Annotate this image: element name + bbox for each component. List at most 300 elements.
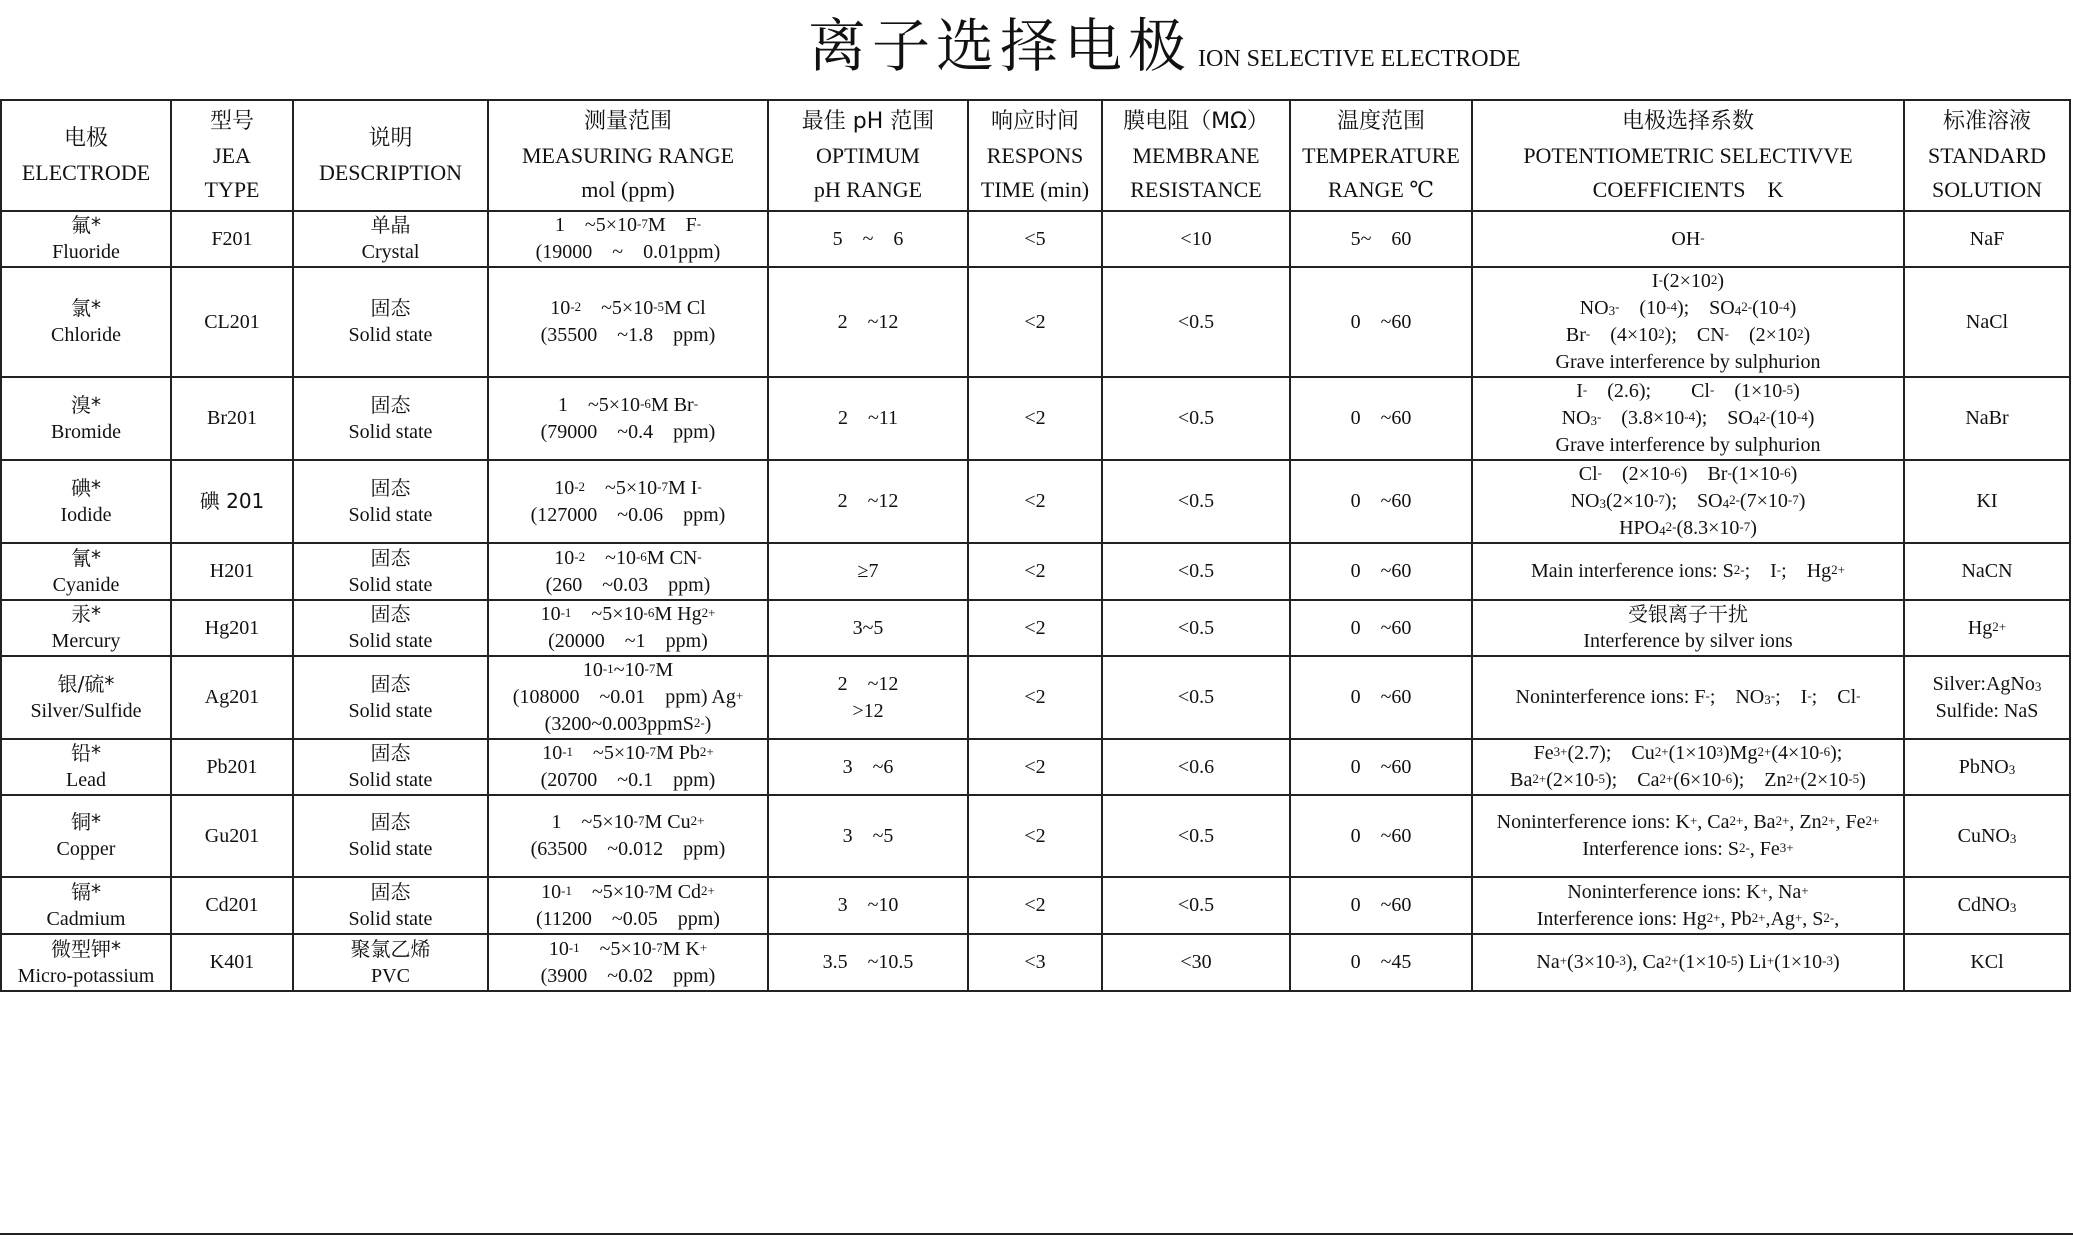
cell-line: <0.5 <box>1177 686 1215 708</box>
ph-range-cell <box>768 934 968 991</box>
cell-line: <2 <box>1024 894 1046 916</box>
description-cell <box>293 460 488 543</box>
cell-line: $Fe^{3+}(2.7)$; $Cu^{2+}(1\times 10^3)Mg^{2+}(4\times 10^{-6})$; <box>1533 742 1843 764</box>
cell-line: <0.5 <box>1177 310 1215 333</box>
cell-line: Fluoride <box>52 241 120 263</box>
ph-range-cell <box>768 543 968 600</box>
table-row <box>1 795 2070 877</box>
table-row <box>1 739 2070 795</box>
ph-range-cell <box>768 211 968 267</box>
cell-line: Noninterference ions: K+, Na+ <box>1567 880 1809 903</box>
cell-line: Interference ions: $S^{2-}$, $Fe^{3+}$ <box>1582 838 1794 860</box>
cell-line: <2 <box>1024 490 1046 512</box>
cell-line: 5~ 60 <box>1350 227 1412 250</box>
header-line: 最佳 pH 范围 <box>801 108 935 134</box>
header-electrode <box>1 100 171 211</box>
temperature-cell <box>1290 934 1472 991</box>
resistance-cell <box>1102 543 1290 600</box>
standard-solution-cell <box>1904 877 2070 934</box>
header-line: TEMPERATURE <box>1302 142 1460 168</box>
type-cell <box>171 460 293 543</box>
cell-line: H201 <box>209 560 255 582</box>
electrode-cell <box>1 211 171 267</box>
cell-line: Main interference ions: $S^{2-}$; I-; $Hg^{2+}$ <box>1531 560 1845 582</box>
header-line: 标准溶液 <box>1942 108 2031 134</box>
table-body <box>1 211 2070 991</box>
type-cell <box>171 739 293 795</box>
header-line: POTENTIOMETRIC SELECTIVVE <box>1523 142 1853 168</box>
coefficients-cell <box>1472 877 1904 934</box>
cell-line: <2 <box>1024 686 1046 708</box>
cell-line: 0 ~60 <box>1350 616 1412 639</box>
temperature-cell <box>1290 460 1472 543</box>
cell-line: KCl <box>1970 951 2004 973</box>
cell-line: 固态 <box>370 810 411 834</box>
cell-line: OH- <box>1671 227 1705 250</box>
description-cell <box>293 600 488 656</box>
cell-line: <0.5 <box>1177 490 1215 512</box>
description-cell <box>293 211 488 267</box>
title-chinese: 离子选择电极 <box>808 12 1193 80</box>
electrode-cell <box>1 460 171 543</box>
ph-range-cell <box>768 739 968 795</box>
electrode-cell <box>1 739 171 795</box>
cell-line: Cd201 <box>205 894 259 916</box>
cell-line: (63500 ~0.012 ppm) <box>530 838 726 860</box>
response-time-cell <box>968 739 1102 795</box>
cell-line: <2 <box>1024 824 1046 847</box>
ph-range-cell <box>768 656 968 739</box>
cell-line: 0 ~60 <box>1350 755 1412 778</box>
temperature-cell <box>1290 543 1472 600</box>
measuring-range-cell <box>488 656 768 739</box>
cell-line: CL201 <box>204 310 260 333</box>
cell-line: <0.5 <box>1177 560 1215 582</box>
description-cell <box>293 934 488 991</box>
table-row <box>1 934 2070 991</box>
standard-solution-cell <box>1904 934 2070 991</box>
header-line: STANDARD <box>1927 142 2047 168</box>
coefficients-cell <box>1472 377 1904 460</box>
cell-line: 0 ~60 <box>1350 686 1412 708</box>
cell-line: <0.5 <box>1177 894 1215 916</box>
cell-line: $10^{-1}$ $\sim 5\times 10^{-7}M$ $Cd^{2+}$ <box>541 880 715 903</box>
cell-line: Solid state <box>348 420 433 443</box>
response-time-cell <box>968 877 1102 934</box>
cell-line: $Hg^{2+}$ <box>1967 616 2007 639</box>
cell-line: <3 <box>1024 951 1046 973</box>
cell-line: 聚氯乙烯 <box>350 936 431 961</box>
header-selectivity-coefficients <box>1472 100 1904 211</box>
electrode-cell <box>1 377 171 460</box>
header-line: 膜电阻（MΩ） <box>1123 108 1269 134</box>
coefficients-cell <box>1472 543 1904 600</box>
cell-line: 固态 <box>370 392 411 417</box>
temperature-cell <box>1290 267 1472 377</box>
header-line: OPTIMUM <box>816 142 920 168</box>
measuring-range-cell <box>488 600 768 656</box>
cell-line: (20700 ~0.1 ppm) <box>540 769 716 791</box>
cell-line: Copper <box>56 838 116 860</box>
measuring-range-cell <box>488 267 768 377</box>
coefficients-cell <box>1472 795 1904 877</box>
title-english: ION SELECTIVE ELECTRODE <box>1198 46 1521 72</box>
description-cell <box>293 877 488 934</box>
cell-line: $10^{-1}\sim 10^{-7}M$ <box>582 659 674 681</box>
cell-line: $10^{-1}$ $\sim 5\times 10^{-7}M$ $Pb^{2+}$ <box>542 742 714 764</box>
header-temperature-range <box>1290 100 1472 211</box>
cell-line: 2 ~12 <box>837 490 899 512</box>
cell-line: 氯* <box>71 296 101 320</box>
cell-line: Br201 <box>207 407 257 429</box>
ph-range-cell <box>768 267 968 377</box>
coefficients-cell <box>1472 460 1904 543</box>
resistance-cell <box>1102 934 1290 991</box>
cell-line: Iodide <box>60 503 112 526</box>
cell-line: NaCN <box>1961 560 2013 582</box>
measuring-range-cell <box>488 211 768 267</box>
cell-line: NaF <box>1969 227 2005 250</box>
standard-solution-cell <box>1904 795 2070 877</box>
ph-range-cell <box>768 600 968 656</box>
cell-line: 溴* <box>71 392 101 417</box>
resistance-cell <box>1102 795 1290 877</box>
table-row <box>1 877 2070 934</box>
coefficients-cell <box>1472 934 1904 991</box>
temperature-cell <box>1290 739 1472 795</box>
coefficients-cell <box>1472 211 1904 267</box>
header-line: 温度范围 <box>1336 108 1425 134</box>
resistance-cell <box>1102 211 1290 267</box>
cell-line: NaCl <box>1965 310 2009 333</box>
cell-line: $10^{-2}$ $\sim 5\times 10^{-7}M$ I- <box>554 476 702 499</box>
cell-line: (3200~0.003ppmS$^{2-}$) <box>544 713 712 735</box>
electrode-cell <box>1 877 171 934</box>
bottom-rule <box>0 1233 2073 1235</box>
type-cell <box>171 211 293 267</box>
header-line: RANGE ℃ <box>1328 176 1434 202</box>
cell-line: (35500 ~1.8 ppm) <box>540 324 716 346</box>
response-time-cell <box>968 656 1102 739</box>
ph-range-cell <box>768 377 968 460</box>
cell-line: 碘* <box>71 475 101 500</box>
cell-line: $10^{-2}$ $\sim 5\times 10^{-5}M$ Cl <box>550 297 706 319</box>
cell-line: 2 ~12 <box>837 310 899 333</box>
header-line: TIME (min) <box>980 176 1090 202</box>
cell-line: (260 ~0.03 ppm) <box>545 573 711 596</box>
ph-range-cell <box>768 460 968 543</box>
cell-line: I- (2.6); Cl- $(1\times 10^{-5})$ <box>1576 380 1800 402</box>
response-time-cell <box>968 267 1102 377</box>
type-cell <box>171 934 293 991</box>
cell-line: 固态 <box>370 879 411 904</box>
coefficients-cell <box>1472 739 1904 795</box>
cell-line: Solid state <box>348 769 433 791</box>
cell-line: KI <box>1976 490 1998 512</box>
cell-line: $NO_3^-$ $(10^{-4})$; $SO_4^{2-}(10^{-4})$ <box>1579 297 1797 319</box>
standard-solution-cell <box>1904 656 2070 739</box>
resistance-cell <box>1102 656 1290 739</box>
measuring-range-cell <box>488 934 768 991</box>
cell-line: Noninterference ions: K+, $Ca^{2+}$, $Ba^{2+}$, $Zn^{2+}$, $Fe^{2+}$ <box>1496 811 1880 833</box>
cell-line: 1 $\sim 5\times 10^{-7}M$ $Cu^{2+}$ <box>551 811 705 833</box>
type-cell <box>171 795 293 877</box>
electrode-cell <box>1 795 171 877</box>
cell-line: 0 ~60 <box>1350 310 1412 333</box>
type-cell <box>171 543 293 600</box>
cell-line: 碘 201 <box>199 489 265 513</box>
cell-line: 0 ~60 <box>1350 894 1412 916</box>
temperature-cell <box>1290 377 1472 460</box>
cell-line: Solid state <box>348 699 433 722</box>
cell-line: (127000 ~0.06 ppm) <box>530 503 726 526</box>
cell-line: Lead <box>66 769 106 791</box>
header-line: JEA <box>213 142 251 168</box>
cell-line: K401 <box>209 951 255 973</box>
cell-line: 固态 <box>370 545 411 570</box>
standard-solution-cell <box>1904 739 2070 795</box>
cell-line: $NO_3^-$ $(3.8\times 10^{-4})$; $SO_4^{2-}(10^{-4})$ <box>1561 407 1815 429</box>
header-line: 响应时间 <box>990 108 1079 134</box>
cell-line: <0.5 <box>1177 407 1215 429</box>
header-standard-solution <box>1904 100 2070 211</box>
cell-line: 铅* <box>71 741 101 765</box>
cell-line: (11200 ~0.05 ppm) <box>536 907 720 930</box>
header-line: 电极选择系数 <box>1621 108 1754 134</box>
electrode-cell <box>1 543 171 600</box>
resistance-cell <box>1102 377 1290 460</box>
cell-line: Noninterference ions: F-; $NO_3^-$; I-; Cl- <box>1515 686 1861 708</box>
cell-line: 0 ~45 <box>1350 951 1412 973</box>
header-line: 电极 <box>63 125 108 151</box>
header-line: TYPE <box>204 176 260 202</box>
temperature-cell <box>1290 795 1472 877</box>
cell-line: 固态 <box>370 296 411 320</box>
cell-line: 单晶 <box>370 213 411 237</box>
cell-line: 氟* <box>71 213 101 237</box>
electrode-cell <box>1 934 171 991</box>
temperature-cell <box>1290 656 1472 739</box>
cell-line: 0 ~60 <box>1350 490 1412 512</box>
header-line: SOLUTION <box>1932 176 2042 202</box>
temperature-cell <box>1290 600 1472 656</box>
header-line: 测量范围 <box>583 108 672 134</box>
cell-line: Interference ions: $Hg^{2+}$, $Pb^{2+},Ag^+$, $S^{2-}$, <box>1536 907 1840 930</box>
cell-line: Solid state <box>348 573 433 596</box>
table-row <box>1 377 2070 460</box>
cell-line: <0.5 <box>1177 824 1215 847</box>
header-line: MEASURING RANGE <box>521 142 735 168</box>
response-time-cell <box>968 795 1102 877</box>
cell-line: ≥7 <box>857 560 879 582</box>
cell-line: Gu201 <box>204 824 260 847</box>
cell-line: 2 ~12 <box>837 672 899 695</box>
temperature-cell <box>1290 877 1472 934</box>
header-measuring-range <box>488 100 768 211</box>
coefficients-cell <box>1472 267 1904 377</box>
cell-line: 固态 <box>370 741 411 765</box>
cell-line: $Na^+(3\times 10^{-3})$, $Ca^{2+}(1\times 10^{-5})$ $Li^+(1\times 10^{-3})$ <box>1536 951 1840 973</box>
resistance-cell <box>1102 460 1290 543</box>
cell-line: 固态 <box>370 475 411 500</box>
standard-solution-cell <box>1904 460 2070 543</box>
cell-line: 汞* <box>71 602 101 626</box>
electrode-cell <box>1 600 171 656</box>
cell-line: 1 $\sim 5\times 10^{-6}M$ Br- <box>557 393 699 416</box>
resistance-cell <box>1102 600 1290 656</box>
header-row <box>1 100 2070 211</box>
coefficients-cell <box>1472 600 1904 656</box>
cell-line: 0 ~60 <box>1350 824 1412 847</box>
measuring-range-cell <box>488 460 768 543</box>
header-line: RESPONS <box>986 142 1084 168</box>
standard-solution-cell <box>1904 267 2070 377</box>
cell-line: Crystal <box>361 241 420 263</box>
cell-line: 3~5 <box>852 616 884 639</box>
cell-line: 3 ~5 <box>842 824 894 847</box>
cell-line: CdNO$_3$ <box>1957 894 2017 916</box>
header-line: pH RANGE <box>813 176 923 202</box>
cell-line: Mercury <box>51 630 121 652</box>
cell-line: Ag201 <box>204 686 260 708</box>
type-cell <box>171 377 293 460</box>
cell-line: $10^{-1}$ $\sim 5\times 10^{-7}M$ K+ <box>548 937 708 960</box>
cell-line: <0.6 <box>1177 755 1215 778</box>
cell-line: 微型钾* <box>51 936 121 961</box>
header-membrane-resistance <box>1102 100 1290 211</box>
cell-line: Grave interference by sulphurion <box>1555 351 1821 373</box>
description-cell <box>293 739 488 795</box>
description-cell <box>293 377 488 460</box>
cell-line: <2 <box>1024 616 1046 639</box>
cell-line: Chloride <box>51 324 121 346</box>
cell-line: 受银离子干扰 <box>1628 602 1748 626</box>
cell-line: Grave interference by sulphurion <box>1555 434 1821 456</box>
response-time-cell <box>968 934 1102 991</box>
cell-line: 0 ~60 <box>1350 560 1412 582</box>
type-cell <box>171 656 293 739</box>
cell-line: Micro-potassium <box>17 964 155 987</box>
description-cell <box>293 795 488 877</box>
cell-line: 3.5 ~10.5 <box>822 951 914 973</box>
description-cell <box>293 543 488 600</box>
cell-line: Solid state <box>348 907 433 930</box>
type-cell <box>171 877 293 934</box>
cell-line: Hg201 <box>204 616 260 639</box>
cell-line: Silver:AgNo$_3$ <box>1932 672 2042 695</box>
cell-line: 5 ~ 6 <box>832 227 904 250</box>
electrode-cell <box>1 267 171 377</box>
type-cell <box>171 267 293 377</box>
header-line: mol (ppm) <box>581 176 675 202</box>
cell-line: Solid state <box>348 324 433 346</box>
header-line: 型号 <box>209 108 254 134</box>
cell-line: Sulfide: NaS <box>1935 699 2039 722</box>
cell-line: Cyanide <box>52 573 120 596</box>
cell-line: (108000 ~0.01 ppm) Ag+ <box>512 686 744 708</box>
description-cell <box>293 267 488 377</box>
cell-line: <2 <box>1024 560 1046 582</box>
cell-line: (19000 ~ 0.01ppm) <box>535 241 721 263</box>
cell-line: Cadmium <box>46 907 126 930</box>
response-time-cell <box>968 377 1102 460</box>
cell-line: <30 <box>1180 951 1212 973</box>
cell-line: 2 ~11 <box>837 407 899 429</box>
cell-line: Silver/Sulfide <box>30 699 142 722</box>
cell-line: $HPO_4^{2-}(8.3\times 10^{-7})$ <box>1619 517 1757 539</box>
response-time-cell <box>968 460 1102 543</box>
cell-line: 银/硫* <box>57 671 115 696</box>
cell-line: $I^-(2\times 10^2)$ <box>1651 270 1725 292</box>
cell-line: CuNO$_3$ <box>1957 824 2017 847</box>
header-line: ELECTRODE <box>21 159 151 185</box>
table-row <box>1 267 2070 377</box>
ph-range-cell <box>768 877 968 934</box>
description-cell <box>293 656 488 739</box>
header-line: MEMBRANE <box>1132 142 1260 168</box>
cell-line: Cl- $(2\times 10^{-6})$ $Br^-(1\times 10^{-6})$ <box>1578 463 1798 485</box>
table-row <box>1 543 2070 600</box>
ph-range-cell <box>768 795 968 877</box>
cell-line: 1 $\sim 5\times 10^{-7}M$ F- <box>554 214 702 236</box>
resistance-cell <box>1102 267 1290 377</box>
cell-line: <2 <box>1024 407 1046 429</box>
cell-line: Solid state <box>348 838 433 860</box>
cell-line: Pb201 <box>206 755 258 778</box>
cell-line: <5 <box>1024 227 1046 250</box>
type-cell <box>171 600 293 656</box>
header-response-time <box>968 100 1102 211</box>
header-line: COEFFICIENTS K <box>1592 176 1784 202</box>
cell-line: 0 ~60 <box>1350 407 1412 429</box>
cell-line: 氰* <box>71 545 101 570</box>
response-time-cell <box>968 600 1102 656</box>
cell-line: $10^{-1}$ $\sim 5\times 10^{-6}M$ $Hg^{2+}$ <box>540 603 716 625</box>
cell-line: 镉* <box>71 879 101 904</box>
cell-line: 固态 <box>370 671 411 696</box>
table-row <box>1 211 2070 267</box>
standard-solution-cell <box>1904 543 2070 600</box>
cell-line: $10^{-2}$ $\sim 10^{-6}M$ CN- <box>554 546 702 569</box>
cell-line: NaBr <box>1965 407 2009 429</box>
cell-line: Solid state <box>348 503 433 526</box>
table-row <box>1 656 2070 739</box>
cell-line: 铜* <box>71 810 101 834</box>
cell-line: <2 <box>1024 310 1046 333</box>
table-row <box>1 460 2070 543</box>
header-description <box>293 100 488 211</box>
response-time-cell <box>968 211 1102 267</box>
cell-line: >12 <box>852 699 884 722</box>
cell-line: PVC <box>371 964 410 987</box>
standard-solution-cell <box>1904 377 2070 460</box>
cell-line: (3900 ~0.02 ppm) <box>540 964 716 987</box>
cell-line: Bromide <box>51 420 121 443</box>
cell-line: PbNO$_3$ <box>1958 755 2016 778</box>
measuring-range-cell <box>488 543 768 600</box>
temperature-cell <box>1290 211 1472 267</box>
cell-line: (20000 ~1 ppm) <box>548 630 708 652</box>
resistance-cell <box>1102 739 1290 795</box>
electrode-spec-table <box>0 99 2071 992</box>
cell-line: $NO_3(2\times 10^{-7})$; $SO_4^{2-}(7\times 10^{-7})$ <box>1570 490 1806 512</box>
header-ph-range <box>768 100 968 211</box>
response-time-cell <box>968 543 1102 600</box>
coefficients-cell <box>1472 656 1904 739</box>
header-type <box>171 100 293 211</box>
cell-line: <0.5 <box>1177 616 1215 639</box>
cell-line: $Ba^{2+}(2\times 10^{-5})$; $Ca^{2+}(6\times 10^{-6})$; $Zn^{2+}(2\times 10^{-5})$ <box>1510 769 1866 791</box>
